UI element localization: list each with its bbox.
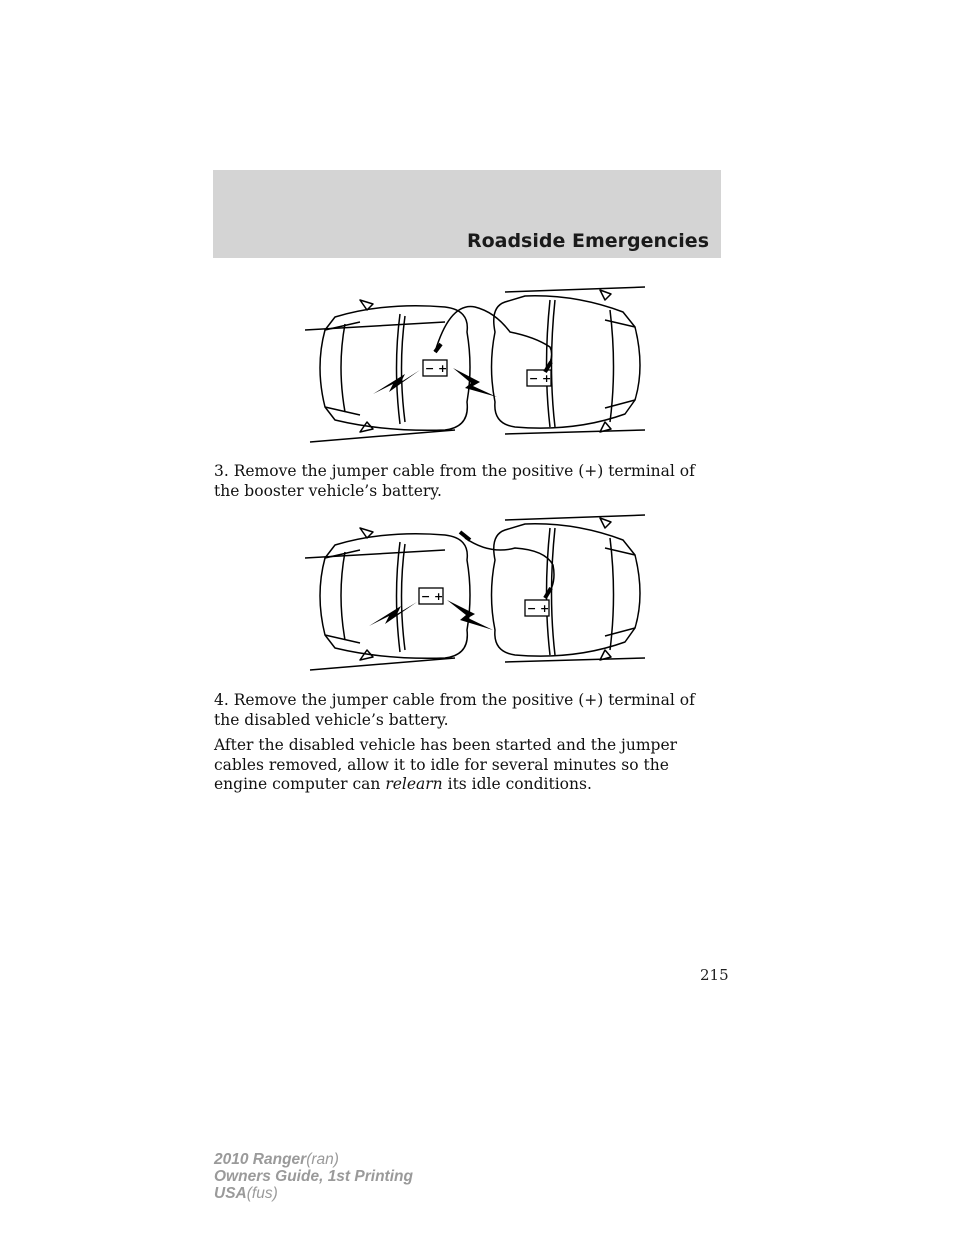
- cars-illustration-2: [305, 510, 650, 675]
- battery-terminals-label: − +: [527, 602, 550, 615]
- cars-illustration-1: [305, 282, 650, 447]
- footer-guide-edition: Owners Guide, 1st Printing: [214, 1168, 413, 1185]
- footer-model-code: (ran): [306, 1151, 339, 1168]
- footer-region: USA: [214, 1185, 247, 1202]
- battery-terminals-label: − +: [529, 372, 552, 385]
- battery-terminals-label: − +: [421, 590, 444, 603]
- footer-region-code: (fus): [246, 1185, 278, 1202]
- spark-icon: [369, 602, 417, 626]
- spark-icon: [453, 368, 497, 397]
- step-4-text: 4. Remove the jumper cable from the positive (+) terminal of the disabled vehicle’s battery.: [214, 691, 695, 729]
- note-emphasis: relearn: [385, 775, 443, 793]
- section-header-band: [213, 170, 721, 258]
- battery-terminals-label: − +: [425, 362, 448, 375]
- jump-start-figure-connected: [305, 282, 650, 447]
- note-text-after: its idle conditions.: [447, 775, 592, 793]
- step-3-text: 3. Remove the jumper cable from the positive (+) terminal of the booster vehicle’s battery.: [214, 462, 695, 500]
- page-number: 215: [700, 966, 729, 984]
- relearn-note: [214, 736, 724, 795]
- document-footer: [214, 1151, 413, 1202]
- footer-model: 2010 Ranger: [214, 1151, 307, 1168]
- section-title: Roadside Emergencies: [466, 230, 709, 252]
- note-text-before: After the disabled vehicle has been started and the jumper cables removed, allow it to idle for several minutes so the engine computer can: [214, 736, 678, 793]
- jump-start-figure-cable-removed: [305, 510, 650, 675]
